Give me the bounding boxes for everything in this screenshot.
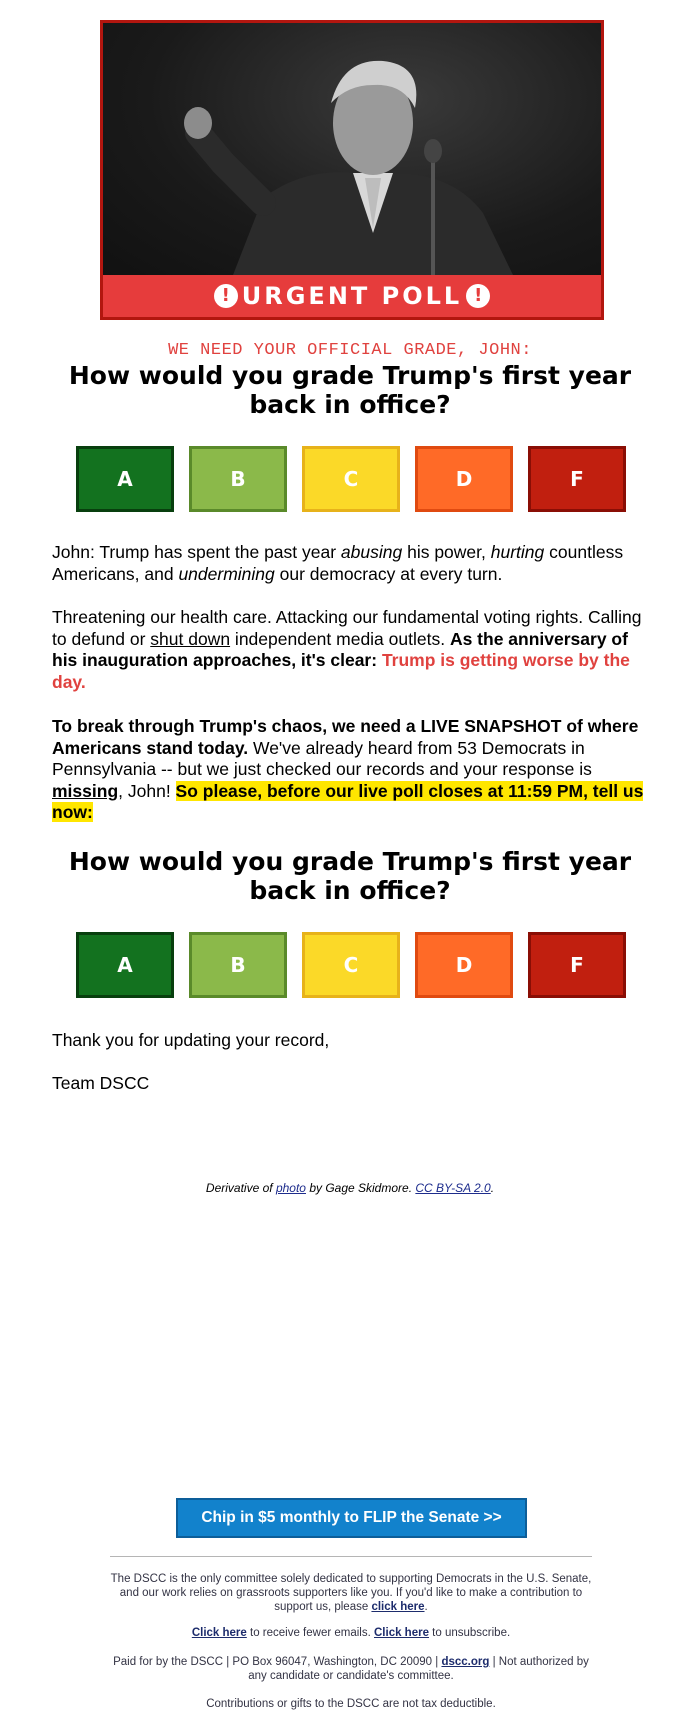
text: . (490, 1181, 495, 1195)
poll-question-bottom: How would you grade Trump's first year back in office? (68, 847, 632, 905)
urgent-poll-banner (103, 275, 601, 317)
grade-c-button[interactable]: C (302, 932, 400, 998)
text: Threatening our health care. Attacking our fundamental voting rights. Calling to defund or (52, 607, 642, 649)
grade-buttons-top (76, 446, 626, 512)
photo-link[interactable]: photo (275, 1181, 306, 1195)
contribute-link[interactable]: click here (371, 1601, 425, 1613)
unsubscribe-link[interactable]: Click here (374, 1627, 429, 1639)
text: our democracy at every turn. (274, 563, 503, 584)
grade-d-button[interactable]: D (415, 932, 513, 998)
speaker-illustration (103, 23, 601, 275)
grade-f-button[interactable]: F (528, 446, 626, 512)
paragraph-threats (52, 607, 652, 693)
grade-buttons-bottom (76, 932, 626, 998)
red-callout: Trump is getting worse by the day. (52, 650, 630, 692)
grade-a-button[interactable]: A (76, 446, 174, 512)
underlined-text: shut down (150, 628, 231, 649)
footer-divider (110, 1556, 592, 1557)
text: , John! (118, 780, 176, 801)
paragraph-intro (52, 542, 652, 585)
license-link[interactable]: CC BY-SA 2.0 (415, 1181, 491, 1195)
footer-about (110, 1572, 592, 1614)
banner-text: URGENT POLL (241, 282, 463, 310)
emphasis: hurting (490, 542, 545, 562)
text: Derivative of (205, 1181, 276, 1195)
fewer-emails-link[interactable]: Click here (191, 1627, 247, 1639)
text: | Not authorized by any candidate or candidate's committee. (248, 1656, 589, 1682)
text: his power, (402, 542, 491, 562)
footer-paid-for (110, 1655, 592, 1683)
emphasis: abusing (340, 542, 403, 562)
grade-b-button[interactable]: B (189, 932, 287, 998)
paragraph-snapshot (52, 716, 652, 824)
grade-c-button[interactable]: C (302, 446, 400, 512)
text: independent media outlets. (230, 628, 450, 649)
text: Paid for by the DSCC | PO Box 96047, Washington, DC 20090 | (113, 1656, 442, 1668)
footer-tax-note: Contributions or gifts to the DSCC are not tax deductible. (206, 1698, 496, 1710)
footer-email-prefs (110, 1626, 592, 1640)
thanks-line: Thank you for updating your record, (52, 1030, 330, 1050)
text: We've already heard from 53 Democrats in Pennsylvania -- but we just checked our records and your response is (52, 737, 592, 779)
grade-a-button[interactable]: A (76, 932, 174, 998)
speaker-photo (103, 23, 601, 275)
grade-b-button[interactable]: B (189, 446, 287, 512)
poll-eyebrow: WE NEED YOUR OFFICIAL GRADE, JOHN: (168, 341, 532, 360)
hero-image[interactable] (100, 20, 604, 320)
text: John: Trump has spent the past year (52, 542, 341, 562)
text: countless Americans, and (52, 542, 624, 584)
missing-text: missing (52, 780, 119, 801)
emphasis: undermining (178, 563, 275, 584)
poll-question-top: How would you grade Trump's first year back in office? (68, 361, 632, 419)
highlighted-callout: So please, before our live poll closes at 11:59 PM, tell us now: (52, 780, 644, 822)
grade-d-button[interactable]: D (415, 446, 513, 512)
text: The DSCC is the only committee solely dedicated to supporting Democrats in the U.S. Senate, and our work relies on grassroots supporters like you. If you'd like to make a contribution to support us, please (110, 1573, 592, 1613)
exclamation-circle-icon: ! (214, 284, 238, 308)
exclamation-circle-icon: ! (466, 284, 490, 308)
dscc-link[interactable]: dscc.org (441, 1656, 490, 1668)
grade-f-button[interactable]: F (528, 932, 626, 998)
text: . (424, 1601, 428, 1613)
signoff: Team DSCC (52, 1073, 150, 1093)
text: by Gage Skidmore. (305, 1181, 416, 1195)
bold-text: To break through Trump's chaos, we need a LIVE SNAPSHOT of where Americans stand today. (52, 716, 639, 758)
bold-text: As the anniversary of his inauguration approaches, it's clear: (52, 628, 628, 670)
text: to receive fewer emails. (246, 1627, 374, 1639)
photo-credit (0, 1181, 700, 1195)
text: to unsubscribe. (428, 1627, 511, 1639)
donate-cta-button[interactable]: Chip in $5 monthly to FLIP the Senate >> (176, 1498, 527, 1538)
